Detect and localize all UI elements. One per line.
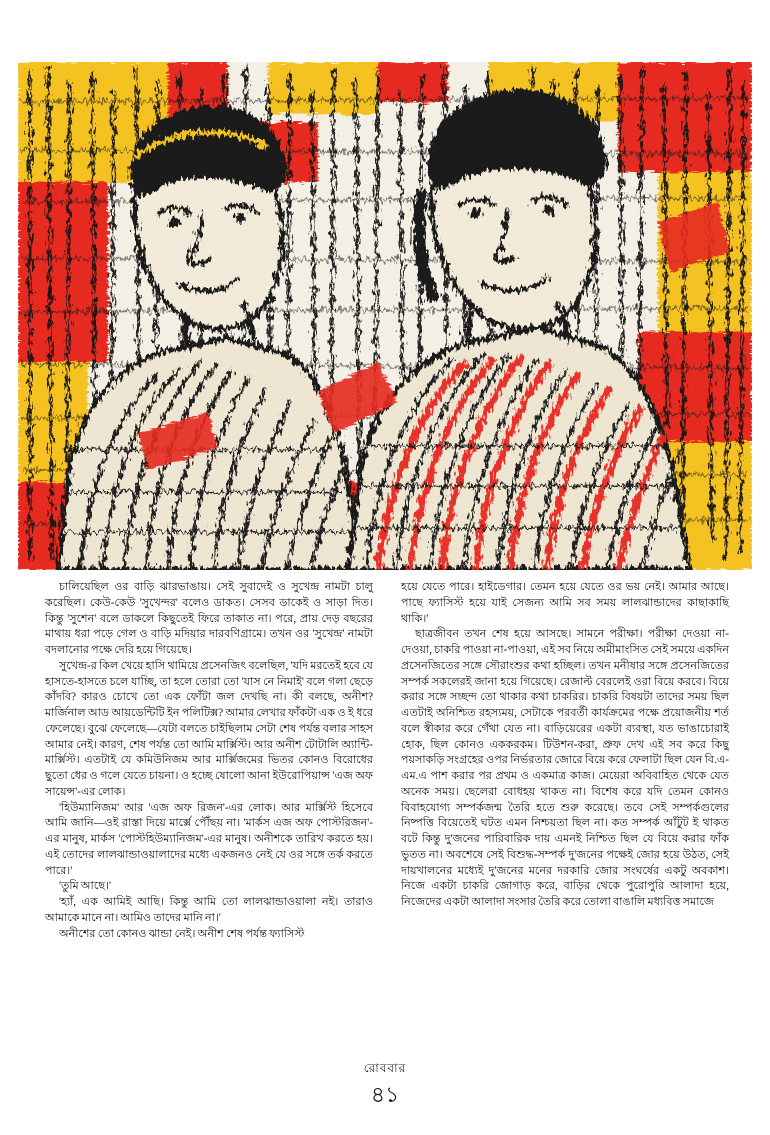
column-left bbox=[45, 580, 373, 1068]
illustration-two-figures bbox=[18, 62, 752, 570]
paragraph: 'হিউম্যানিজম' আর 'এজ অফ রিজন'-এর লোক। আর মার্ক্সিস্ট হিসেবে আমি জানি—ওই রাস্তা দিয়ে মার্ক্সে পৌঁছয় না। 'মার্কস এজ অফ পোস্টরিজন'-এর মানুষ, মার্কস 'পোস্টহিউম্যানিজম'-এর মানুষ। অনীশকে তারিখ করতে হয়। এই তোদের লালঝান্ডাওয়ালাদের মধ্যে একজনও নেই যে ওর সঙ্গে তর্ক করতে পারে।' bbox=[45, 801, 373, 877]
paragraph: 'তুমি আছে।' bbox=[59, 880, 112, 893]
paragraph: অনীশের তো কোনও ঝান্ডা নেই। অনীশ শেষ পর্যন্ত ফ্যাসিস্ট bbox=[59, 927, 305, 940]
article-body bbox=[45, 580, 729, 1068]
paragraph: চালিয়েছিল ওর বাড়ি ঝারভাঙায়। সেই সুবাদেই ও সুখেন্দ্র নামটা চালু করেছিল। কেউ-কেউ 'সুখেন্দর' বলেও ডাকত। সেসব ডাকেই ও সাড়া দিত। কিন্তু 'সুশেন' বলে ডাকলে কিছুতেই ফিরে তাকাত না। পরে, প্রায় দেড় বছরের মাথায় ধরা পড়ে গেল ও বাড়ি মদিয়ার দারবণিগ্রামে। তখন ওর 'সুখেন্দ্র' নামটা বদলানোর পক্ষে দেরি হয়ে গিয়েছে। bbox=[45, 581, 373, 656]
column-right bbox=[401, 580, 729, 1068]
publication-name: রোববার bbox=[363, 1061, 407, 1075]
page-number: ৪১ bbox=[370, 1082, 400, 1107]
paragraph: 'হ্যাঁ, এক আমিই আছি। কিন্তু আমি তো লালঝান্ডাওয়ালা নই। তারাও আমাকে মানে না। আমিও তাদের মানি না।' bbox=[45, 896, 373, 924]
paragraph: হয়ে যেতে পারে। হাইডেগার। তেমন হয়ে যেতে ওর ভয় নেই। আমার আছে। পাছে ফ্যাসিস্ট হয়ে যাই সেজন্য আমি সব সময় লালঝান্ডাদের কাছাকাছি থাকি।' bbox=[401, 581, 729, 625]
paragraph: সুখেন্দ্র-র কিল খেয়ে হাসি থামিয়ে প্রসেনজিৎ বলেছিল, 'যদি মরতেই হবে যে হাসতে-হাসতে চলে যাচ্ছি, তা হলে তোরা তো 'যাস নে নিমাই' বলে গলা ছেড়ে কাঁদবি? কারও চোখে তো এক ফোঁটা জল দেখছি না। কী বলছে, অনীশ? মার্জিনাল আড আয়ডেন্টিটি ইন পলিটিক্স? আমার লেখার ফাঁকটা এক ও ই ধরে ফেলেছে। বুঝে ফেলেছে—যেটা বলতে চাইছিলাম সেটা শেষ পর্যন্ত বলার সাহস আমার নেই। কারণ, শেষ পর্যন্ত তো আমি মার্ক্সিস্ট। আর অনীশ টোটালি অ্যান্টি-মার্ক্সিস্ট। এতটাই যে কমিউনিজম আর মার্ক্সিজমের ভিতর কোনও বিরোধের ছুতো ধের ও গলে যেতে চায়না। ও হচ্ছে ষোলো আনা ইউরোপিয়ান্স 'এজ অফ সায়েন্স'-এর লোক। bbox=[45, 659, 373, 798]
paragraph: ছাত্রজীবন তখন শেষ হয়ে আসছে। সামনে পরীক্ষা। পরীক্ষা দেওয়া না-দেওয়া, চাকরি পাওয়া না-পাওয়া, এই সব নিয়ে অমীমাংসিত সেই সময়ে একদিন প্রসেনজিতের সঙ্গে সৌরাংশুর কথা হচ্ছিল। তখন মনীষার সঙ্গে প্রসেনজিতের সম্পর্ক সকলেরই জানা হয়ে গিয়েছে। রেজাল্ট বেরলেই ওরা বিয়ে করবে। বিয়ে করার সঙ্গে সচ্ছন্দ তো থাকার কথা চাকরির। চাকরি বিষয়টা তাদের সময় ছিল এতটাই অনিশ্চিত রহস্যময়, সেটাকে পরবর্তী কার্যক্রমের পক্ষে প্রয়োজনীয় শর্ত বলে স্বীকার করে গেঁথা যেত না। বাড়িয়েরের একটা ব্যবস্থা, যত ভাঙাচোরাই হোক, ছিল কোনও এককরকম। টিউশন-করা, প্রুফ দেখ এই সব করে কিছু পয়সাকড়ি সংগ্রহের ওপর নির্ভরতার জোরে বিয়ে করে ফেলাটা ছিল যেন বি.এ-এম.এ পাশ করার পর প্রথম ও একমাত্র কাজ। মেয়েরা অবিবাহিত থেকে যেত অনেক সময়। ছেলেরা বোধহয় থাকত না। বিশেষ করে যদি তেমন কোনও বিবাহযোগ্য সম্পর্কজন্ম তৈরি হতে শুরু করেছে। তবে সেই সম্পর্কগুলের নিষ্পত্তি বিয়েতেই ঘটত এমন নিশ্চয়তা ছিল না। কত সম্পর্ক আঁটুট ই থাকত বটে কিন্তু দু'জনের পারিবারিক দায় এমনই নিশ্চিত ছিল যে বিয়ে করার ফাঁক ভুতত না। অবশেষে সেই বিশুদ্ধ-সম্পর্ক দু'জনের পক্ষেই জোর হয়ে উঠত, সেই দায়খালনের মধ্যেই দু'জনের মনের দরকারি জোর সংঘর্ষের একটু অবকাশ। নিজে একটা চাকরি জোগাড় করে, বাড়ির থেকে পুরোপুরি আলাদা হয়ে, নিজেদের একটা আলাদা সংসার তৈরি করে তোলা বাঙালি মধ্যবিত্ত সমাজে bbox=[401, 628, 729, 908]
page-footer bbox=[0, 1060, 770, 1115]
